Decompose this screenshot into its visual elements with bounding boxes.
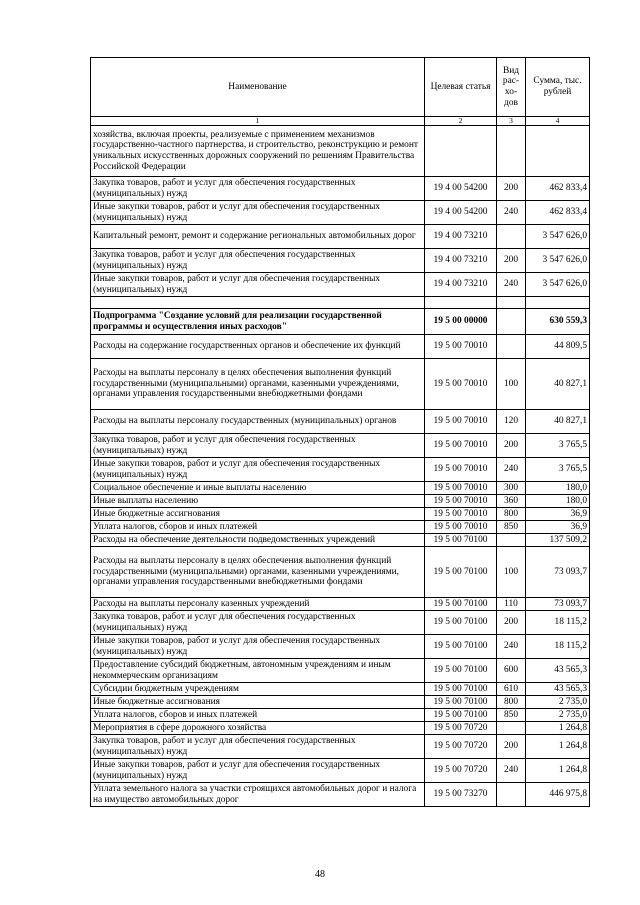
row-name: Закупка товаров, работ и услуг для обеспечения государственных (муниципальных) нужд xyxy=(91,611,425,635)
row-kind: 240 xyxy=(497,201,526,225)
row-sum: 73 093,7 xyxy=(526,598,590,611)
row-code: 19 5 00 70100 xyxy=(425,547,497,598)
table-row xyxy=(91,783,590,807)
budget-table xyxy=(90,57,590,807)
column-number: 1 xyxy=(91,117,425,126)
table-row xyxy=(91,309,590,335)
header-sum: Сумма, тыс. рублей xyxy=(526,58,590,117)
table-row xyxy=(91,635,590,659)
row-name: хозяйства, включая проекты, реализуемые с применением механизмов государственно-частного партнерства, и строительство, реконструкцию и ремонт уникальных искусственных дорожных сооружений по решениям Правительства Российской Федерации xyxy=(91,126,425,177)
row-code: 19 5 00 70010 xyxy=(425,410,497,434)
row-name: Мероприятия в сфере дорожного хозяйства xyxy=(91,722,425,735)
row-code: 19 4 00 73210 xyxy=(425,225,497,249)
row-code: 19 5 00 70720 xyxy=(425,759,497,783)
row-kind: 240 xyxy=(497,635,526,659)
row-sum: 3 547 626,0 xyxy=(526,249,590,273)
row-name xyxy=(91,297,425,309)
table-body xyxy=(91,58,590,807)
row-sum: 36,9 xyxy=(526,521,590,534)
column-number: 4 xyxy=(526,117,590,126)
row-name: Иные закупки товаров, работ и услуг для обеспечения государственных (муниципальных) нужд xyxy=(91,635,425,659)
table-row xyxy=(91,434,590,458)
table-row xyxy=(91,201,590,225)
row-code: 19 4 00 54200 xyxy=(425,177,497,201)
row-sum: 2 735,0 xyxy=(526,709,590,722)
row-kind xyxy=(497,534,526,547)
table-row xyxy=(91,249,590,273)
row-kind xyxy=(497,783,526,807)
table-row xyxy=(91,410,590,434)
row-code: 19 5 00 73270 xyxy=(425,783,497,807)
row-kind: 800 xyxy=(497,508,526,521)
row-kind xyxy=(497,297,526,309)
row-sum: 462 833,4 xyxy=(526,201,590,225)
table-row xyxy=(91,598,590,611)
row-name: Расходы на обеспечение деятельности подведомственных учреждений xyxy=(91,534,425,547)
row-kind: 610 xyxy=(497,683,526,696)
row-kind: 200 xyxy=(497,177,526,201)
row-kind: 200 xyxy=(497,434,526,458)
row-sum: 3 547 626,0 xyxy=(526,225,590,249)
row-code: 19 5 00 70010 xyxy=(425,434,497,458)
row-code: 19 5 00 70010 xyxy=(425,521,497,534)
row-code: 19 5 00 70100 xyxy=(425,696,497,709)
row-name: Подпрограмма "Создание условий для реализации государственной программы и осуществления иных расходов" xyxy=(91,309,425,335)
table-row xyxy=(91,611,590,635)
row-name: Субсидии бюджетным учреждениям xyxy=(91,683,425,696)
row-code: 19 5 00 70010 xyxy=(425,458,497,482)
row-sum: 36,9 xyxy=(526,508,590,521)
row-kind: 100 xyxy=(497,359,526,410)
row-kind: 850 xyxy=(497,521,526,534)
row-name: Расходы на выплаты персоналу казенных учреждений xyxy=(91,598,425,611)
row-sum: 73 093,7 xyxy=(526,547,590,598)
table-row xyxy=(91,273,590,297)
row-name: Уплата земельного налога за участки строящихся автомобильных дорог и налога на имущество автомобильных дорог xyxy=(91,783,425,807)
row-kind: 600 xyxy=(497,659,526,683)
row-code: 19 4 00 73210 xyxy=(425,273,497,297)
row-code: 19 5 00 70100 xyxy=(425,534,497,547)
header-code: Целевая статья xyxy=(425,58,497,117)
row-name: Иные выплаты населению xyxy=(91,495,425,508)
row-code: 19 5 00 00000 xyxy=(425,309,497,335)
row-kind xyxy=(497,126,526,177)
header-kind: Вид рас-хо-дов xyxy=(497,58,526,117)
row-code: 19 5 00 70720 xyxy=(425,722,497,735)
row-kind: 110 xyxy=(497,598,526,611)
row-sum: 43 565,3 xyxy=(526,659,590,683)
page-number: 48 xyxy=(315,869,325,880)
row-kind xyxy=(497,335,526,359)
row-name: Иные закупки товаров, работ и услуг для обеспечения государственных (муниципальных) нужд xyxy=(91,273,425,297)
row-kind: 800 xyxy=(497,696,526,709)
row-sum: 446 975,8 xyxy=(526,783,590,807)
column-number-row xyxy=(91,117,590,126)
row-sum: 462 833,4 xyxy=(526,177,590,201)
row-sum: 630 559,3 xyxy=(526,309,590,335)
table-row xyxy=(91,482,590,495)
row-code: 19 5 00 70720 xyxy=(425,735,497,759)
row-name: Закупка товаров, работ и услуг для обеспечения государственных (муниципальных) нужд xyxy=(91,249,425,273)
row-sum xyxy=(526,126,590,177)
row-sum: 40 827,1 xyxy=(526,410,590,434)
row-name: Иные закупки товаров, работ и услуг для обеспечения государственных (муниципальных) нужд xyxy=(91,458,425,482)
table-row xyxy=(91,126,590,177)
column-number: 2 xyxy=(425,117,497,126)
row-code: 19 4 00 54200 xyxy=(425,201,497,225)
row-name: Расходы на выплаты персоналу в целях обеспечения выполнения функций государственными (муниципальными) органами, казенными учреждениями, органами управления государственными внебюджетными фондами xyxy=(91,547,425,598)
table-row xyxy=(91,759,590,783)
row-code: 19 5 00 70010 xyxy=(425,482,497,495)
row-code: 19 5 00 70100 xyxy=(425,635,497,659)
row-code xyxy=(425,297,497,309)
row-name: Расходы на выплаты персоналу в целях обеспечения выполнения функций государственными (муниципальными) органами, казенными учреждениями, органами управления государственными внебюджетными фондами xyxy=(91,359,425,410)
row-sum: 40 827,1 xyxy=(526,359,590,410)
row-code: 19 5 00 70100 xyxy=(425,598,497,611)
row-name: Расходы на содержание государственных органов и обеспечение их функций xyxy=(91,335,425,359)
table-row xyxy=(91,722,590,735)
row-sum: 18 115,2 xyxy=(526,635,590,659)
table-row xyxy=(91,359,590,410)
table-row xyxy=(91,177,590,201)
row-code: 19 5 00 70010 xyxy=(425,335,497,359)
row-name: Иные бюджетные ассигнования xyxy=(91,508,425,521)
row-sum: 18 115,2 xyxy=(526,611,590,635)
table-row xyxy=(91,225,590,249)
row-kind xyxy=(497,225,526,249)
row-name: Закупка товаров, работ и услуг для обеспечения государственных (муниципальных) нужд xyxy=(91,177,425,201)
table-row xyxy=(91,508,590,521)
table-row xyxy=(91,297,590,309)
table-row xyxy=(91,521,590,534)
table-row xyxy=(91,735,590,759)
row-kind: 120 xyxy=(497,410,526,434)
row-name: Расходы на выплаты персоналу государственных (муниципальных) органов xyxy=(91,410,425,434)
row-kind xyxy=(497,309,526,335)
row-sum: 1 264,8 xyxy=(526,759,590,783)
row-sum: 137 509,2 xyxy=(526,534,590,547)
row-sum: 180,0 xyxy=(526,482,590,495)
header-name: Наименование xyxy=(91,58,425,117)
row-kind: 240 xyxy=(497,273,526,297)
table-row xyxy=(91,534,590,547)
row-sum xyxy=(526,297,590,309)
table-row xyxy=(91,659,590,683)
row-sum: 43 565,3 xyxy=(526,683,590,696)
row-code: 19 5 00 70010 xyxy=(425,359,497,410)
row-sum: 3 765,5 xyxy=(526,458,590,482)
row-name: Уплата налогов, сборов и иных платежей xyxy=(91,521,425,534)
table-row xyxy=(91,547,590,598)
row-name: Иные закупки товаров, работ и услуг для обеспечения государственных (муниципальных) нужд xyxy=(91,201,425,225)
row-name: Закупка товаров, работ и услуг для обеспечения государственных (муниципальных) нужд xyxy=(91,434,425,458)
row-code: 19 5 00 70010 xyxy=(425,508,497,521)
row-name: Иные закупки товаров, работ и услуг для обеспечения государственных (муниципальных) нужд xyxy=(91,759,425,783)
row-code xyxy=(425,126,497,177)
row-code: 19 5 00 70010 xyxy=(425,495,497,508)
table-row xyxy=(91,335,590,359)
row-name: Социальное обеспечение и иные выплаты населению xyxy=(91,482,425,495)
row-sum: 1 264,8 xyxy=(526,722,590,735)
row-code: 19 5 00 70100 xyxy=(425,659,497,683)
row-sum: 2 735,0 xyxy=(526,696,590,709)
row-kind: 200 xyxy=(497,611,526,635)
row-sum: 44 809,5 xyxy=(526,335,590,359)
row-kind: 200 xyxy=(497,735,526,759)
row-sum: 3 765,5 xyxy=(526,434,590,458)
row-kind: 240 xyxy=(497,458,526,482)
table-row xyxy=(91,458,590,482)
table-row xyxy=(91,683,590,696)
row-kind: 850 xyxy=(497,709,526,722)
row-name: Капитальный ремонт, ремонт и содержание региональных автомобильных дорог xyxy=(91,225,425,249)
row-name: Уплата налогов, сборов и иных платежей xyxy=(91,709,425,722)
row-kind: 360 xyxy=(497,495,526,508)
column-number: 3 xyxy=(497,117,526,126)
row-name: Иные бюджетные ассигнования xyxy=(91,696,425,709)
row-sum: 3 547 626,0 xyxy=(526,273,590,297)
row-code: 19 5 00 70100 xyxy=(425,683,497,696)
row-kind xyxy=(497,722,526,735)
row-code: 19 5 00 70100 xyxy=(425,709,497,722)
row-kind: 300 xyxy=(497,482,526,495)
row-sum: 1 264,8 xyxy=(526,735,590,759)
row-code: 19 4 00 73210 xyxy=(425,249,497,273)
row-kind: 100 xyxy=(497,547,526,598)
table-row xyxy=(91,709,590,722)
header-row xyxy=(91,58,590,117)
row-name: Закупка товаров, работ и услуг для обеспечения государственных (муниципальных) нужд xyxy=(91,735,425,759)
table-row xyxy=(91,696,590,709)
row-name: Предоставление субсидий бюджетным, автономным учреждениям и иным некоммерческим организациям xyxy=(91,659,425,683)
row-sum: 180,0 xyxy=(526,495,590,508)
row-kind: 240 xyxy=(497,759,526,783)
row-code: 19 5 00 70100 xyxy=(425,611,497,635)
row-kind: 200 xyxy=(497,249,526,273)
table-row xyxy=(91,495,590,508)
